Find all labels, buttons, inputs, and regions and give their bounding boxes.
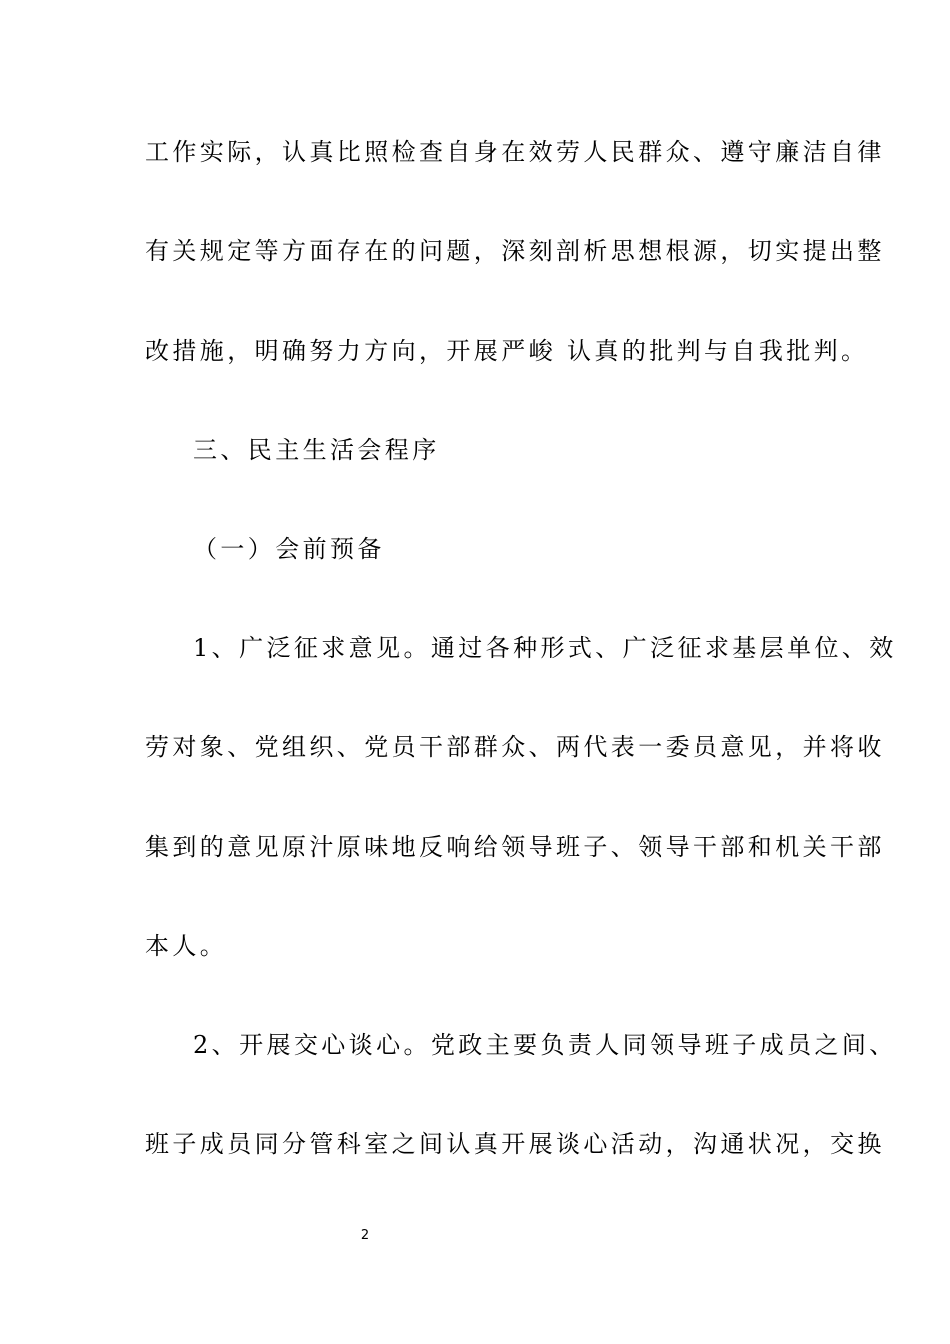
body-text-line: 改措施，明确努力方向，开展严峻 认真的批判与自我批判。 xyxy=(145,337,869,365)
body-text-line: 劳对象、党组织、党员干部群众、两代表一委员意见，并将收 xyxy=(145,733,885,761)
body-text-line: 有关规定等方面存在的问题，深刻剖析思想根源，切实提出整 xyxy=(145,237,885,265)
body-text-line: 集到的意见原汁原味地反响给领导班子、领导干部和机关干部 xyxy=(145,833,885,861)
subsection-heading: （一）会前预备 xyxy=(193,535,385,563)
body-text-line: 1、广泛征求意见。通过各种形式、广泛征求基层单位、效 xyxy=(193,634,897,662)
page-number: 2 xyxy=(360,1228,370,1243)
body-text-line: 班子成员同分管科室之间认真开展谈心活动，沟通状况，交换 xyxy=(145,1130,885,1158)
body-text-line: 工作实际，认真比照检查自身在效劳人民群众、遵守廉洁自律 xyxy=(145,138,885,166)
body-text-line: 2、开展交心谈心。党政主要负责人同领导班子成员之间、 xyxy=(193,1031,897,1059)
section-heading: 三、民主生活会程序 xyxy=(193,436,440,464)
body-text-line: 本人。 xyxy=(145,932,228,960)
